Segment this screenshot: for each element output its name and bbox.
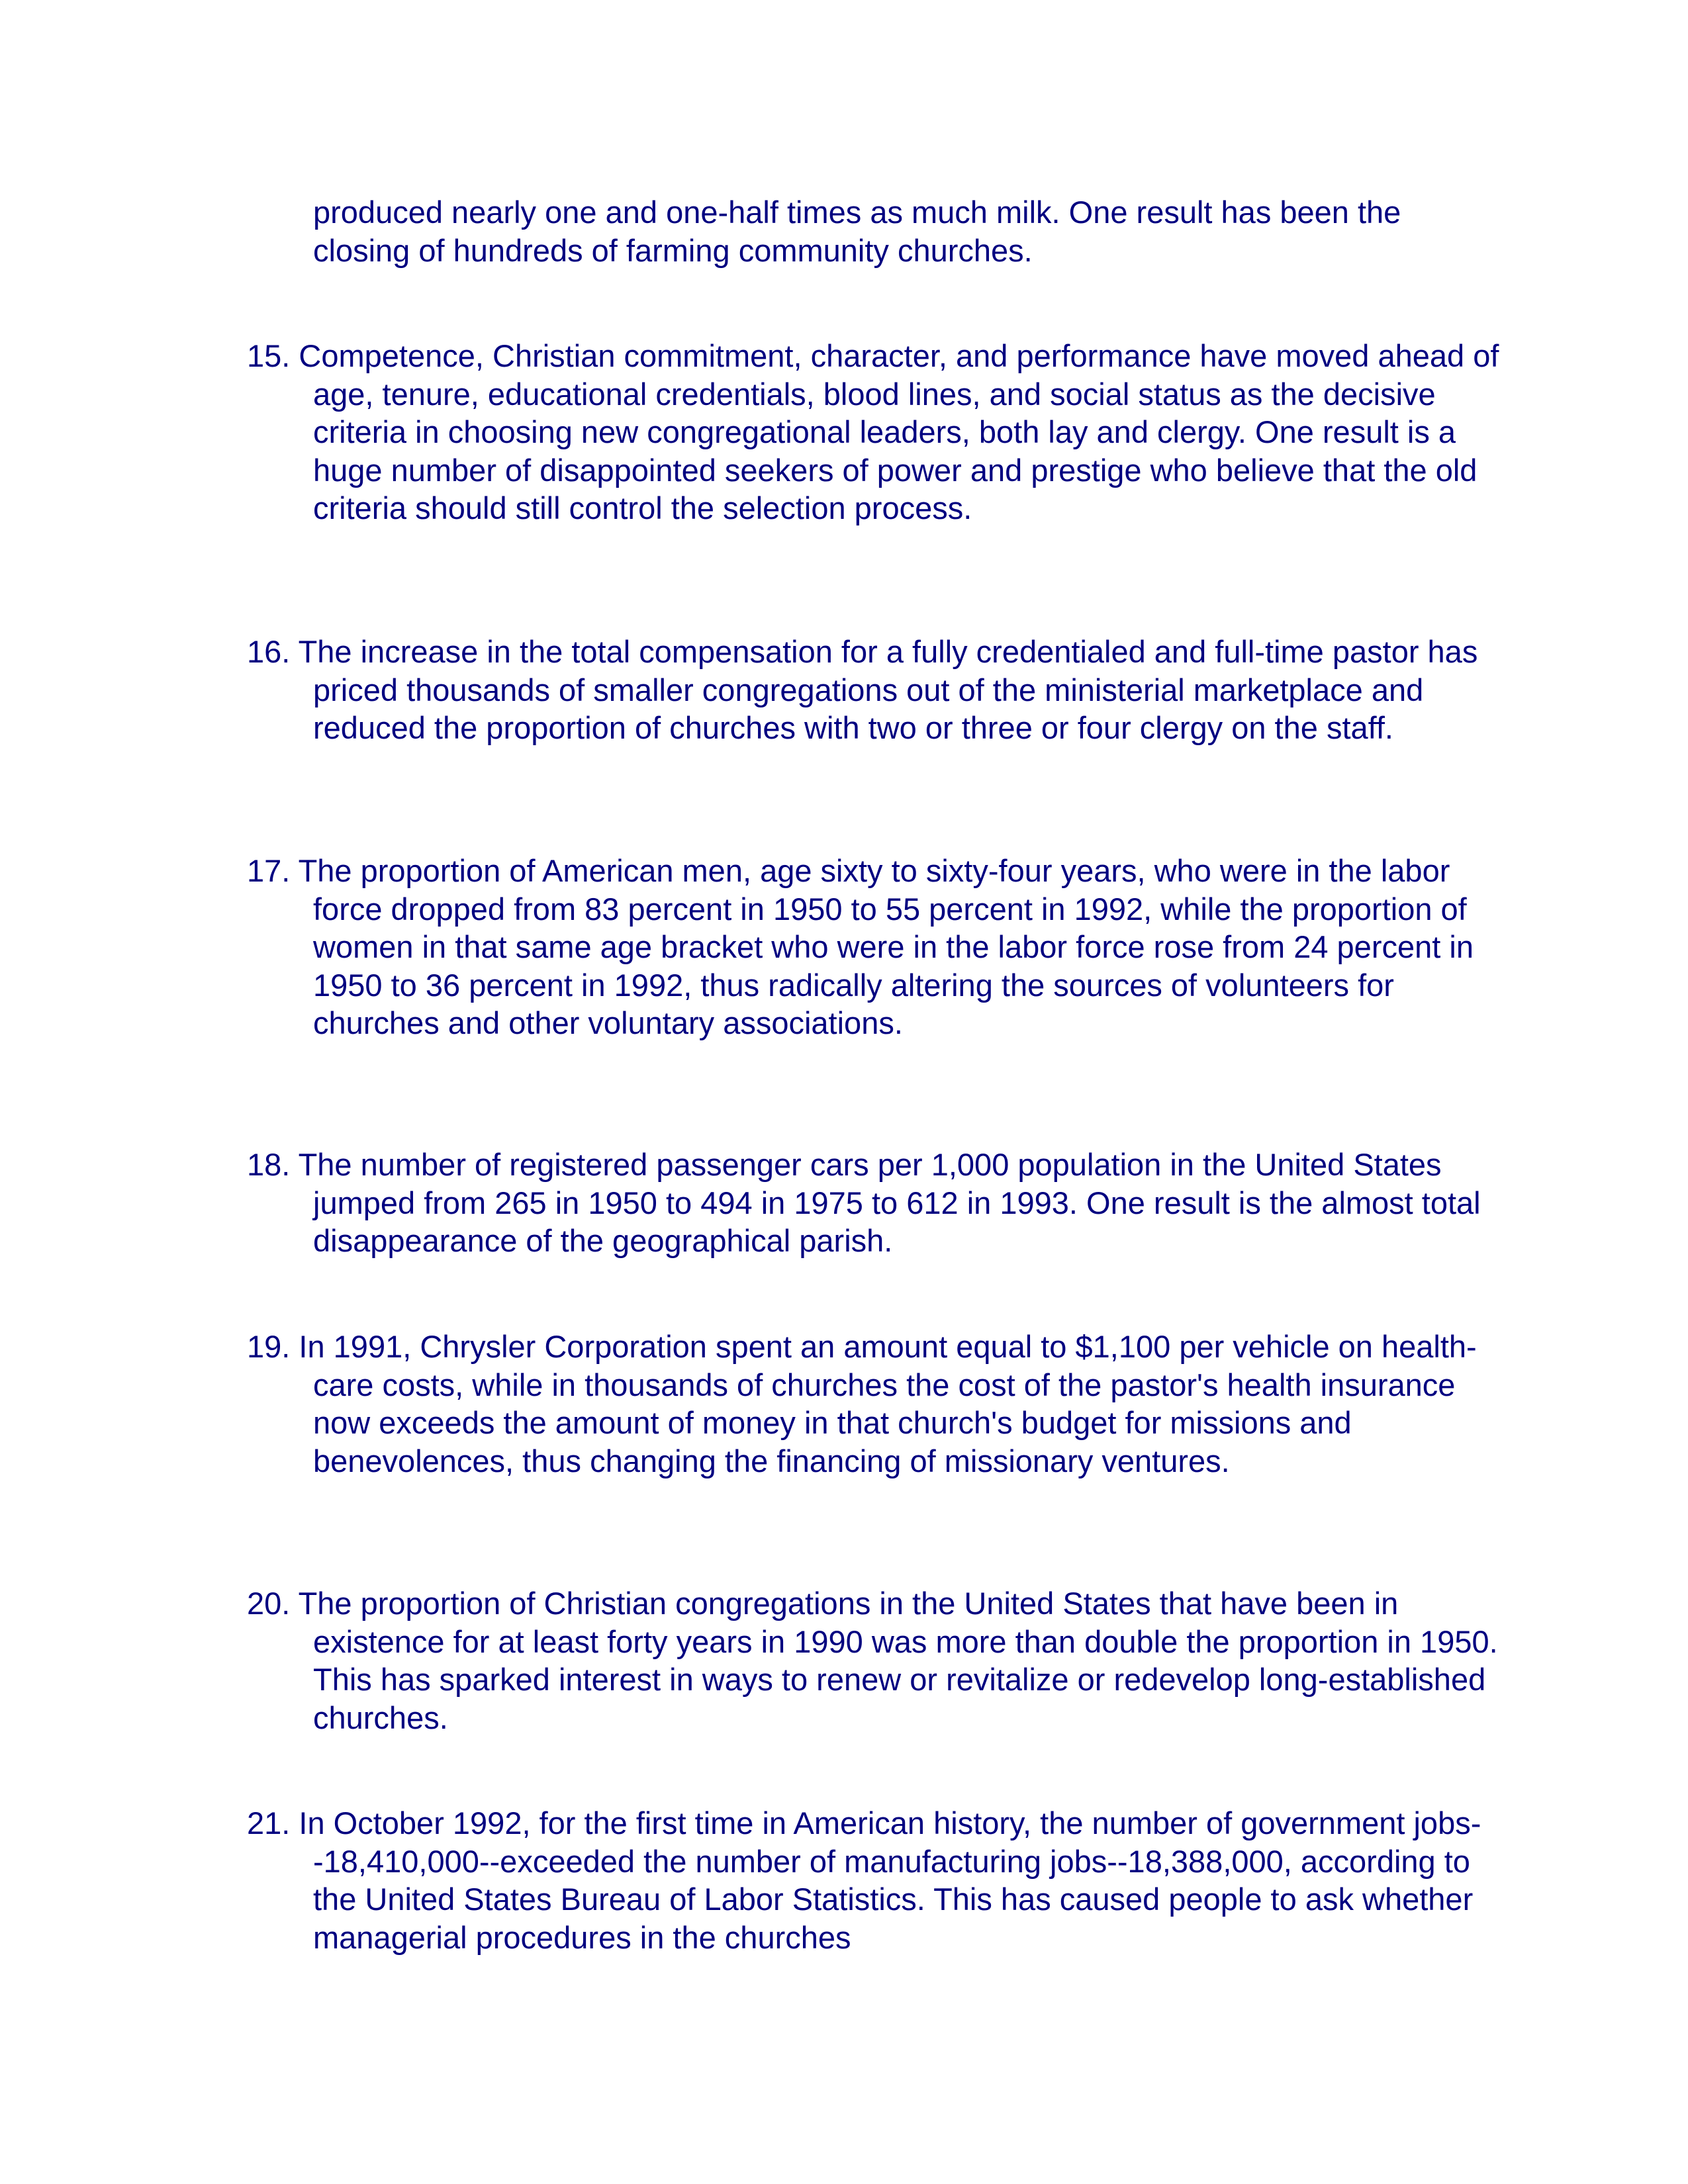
- item-number: 15.: [247, 338, 291, 373]
- list-item-16: [247, 633, 1518, 747]
- item-text: In 1991, Chrysler Corporation spent an amount equal to $1,100 per vehicle on health-care costs, while in thousands of churches the cost of the pastor's health insurance now exceeds the amount of money in that church's budget for missions and benevolences, thus changing the financing of missionary ventures.: [299, 1329, 1477, 1479]
- item-number: 16.: [247, 634, 291, 669]
- item-text: In October 1992, for the first time in American history, the number of government jobs--18,410,000--exceeded the number of manufacturing jobs--18,388,000, according to the United States Bureau of Labor Statistics. This has caused people to ask whether managerial procedures in the churches: [299, 1805, 1481, 1955]
- item-number: 17.: [247, 853, 291, 888]
- continuation-paragraph: produced nearly one and one-half times as much milk. One result has been the closing of hundreds of farming community churches.: [313, 195, 1401, 268]
- item-number: 21.: [247, 1805, 291, 1841]
- item-text: The increase in the total compensation for a fully credentialed and full-time pastor has priced thousands of smaller congregations out of the ministerial marketplace and reduced the proportion of churches with two or three or four clergy on the staff.: [298, 634, 1478, 745]
- item-text: The proportion of American men, age sixty to sixty-four years, who were in the labor force dropped from 83 percent in 1950 to 55 percent in 1992, while the proportion of women in that same age bracket who were in the labor force rose from 24 percent in 1950 to 36 percent in 1992, thus radically altering the sources of volunteers for churches and other voluntary associations.: [298, 853, 1474, 1040]
- list-item-21: [247, 1804, 1518, 1956]
- list-item-20: [247, 1584, 1518, 1737]
- item-number: 20.: [247, 1586, 291, 1621]
- list-item-17: [247, 852, 1518, 1042]
- item-number: 19.: [247, 1329, 291, 1364]
- item-text: Competence, Christian commitment, character, and performance have moved ahead of age, tenure, educational credentials, blood lines, and social status as the decisive criteria in choosing new congregational leaders, both lay and clergy. One result is a huge number of disappointed seekers of power and prestige who believe that the old criteria should still control the selection process.: [299, 338, 1499, 525]
- list-item-15: [247, 337, 1518, 527]
- list-item-19: [247, 1328, 1518, 1480]
- item-text: The proportion of Christian congregations in the United States that have been in existence for at least forty years in 1990 was more than double the proportion in 1950. This has sparked interest in ways to renew or revitalize or redevelop long-established churches.: [298, 1586, 1498, 1735]
- item-text: The number of registered passenger cars per 1,000 population in the United States jumped from 265 in 1950 to 494 in 1975 to 612 in 1993. One result is the almost total disappearance of the geographical parish.: [298, 1147, 1481, 1258]
- item-number: 18.: [247, 1147, 291, 1182]
- list-item-18: [247, 1146, 1518, 1260]
